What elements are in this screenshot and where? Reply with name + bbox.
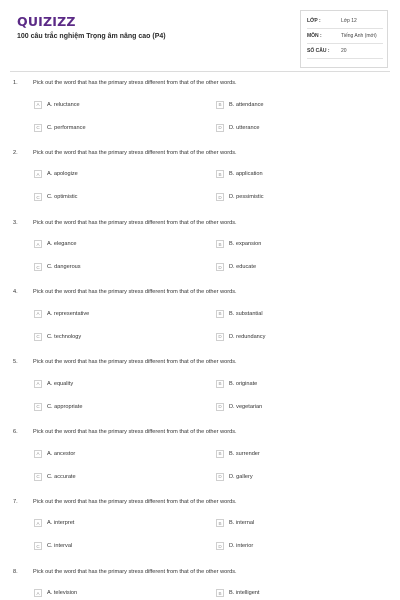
option-text: A. representative [47, 310, 90, 317]
option-letter-box[interactable]: B [216, 380, 224, 388]
question-text: Pick out the word that has the primary stress different from that of the other words. [33, 219, 237, 226]
option-text: A. apologize [47, 171, 78, 178]
answer-option[interactable] [216, 332, 265, 341]
option-text: C. performance [47, 124, 86, 131]
option-text: A. elegance [47, 241, 77, 248]
option-letter-box[interactable]: D [216, 473, 224, 481]
option-letter-box[interactable]: D [216, 333, 224, 341]
option-text: B. expansion [229, 241, 262, 248]
answer-option[interactable] [216, 193, 264, 202]
question-number: 4. [13, 289, 18, 296]
meta-divider [307, 43, 383, 44]
answer-option[interactable] [216, 309, 263, 318]
option-text: A. ancestor [47, 450, 76, 457]
option-letter-box[interactable]: B [216, 310, 224, 318]
answer-option[interactable] [34, 379, 73, 388]
question-number: 2. [13, 149, 18, 156]
question-text: Pick out the word that has the primary stress different from that of the other words. [33, 149, 237, 156]
answer-option[interactable] [34, 170, 78, 179]
answer-option[interactable] [216, 542, 253, 551]
option-letter-box[interactable]: C [34, 263, 42, 271]
option-text: C. accurate [47, 473, 76, 480]
answer-option[interactable] [34, 240, 77, 249]
option-text: D. redundancy [229, 333, 266, 340]
answer-option[interactable] [216, 449, 260, 458]
question-number: 7. [13, 498, 18, 505]
option-text: D. educate [229, 264, 257, 271]
option-letter-box[interactable]: B [216, 519, 224, 527]
question-number: 5. [13, 359, 18, 366]
quizizz-logo: QUIZIZZ [17, 14, 76, 29]
question-number: 6. [13, 429, 18, 435]
meta-divider [307, 58, 383, 59]
option-letter-box[interactable]: A [34, 519, 42, 527]
question-number: 1. [13, 80, 18, 86]
answer-option[interactable] [216, 100, 264, 109]
option-text: A. interpret [47, 520, 75, 527]
question-text: Pick out the word that has the primary stress different from that of the other words. [33, 429, 237, 435]
answer-option[interactable] [34, 123, 86, 132]
answer-option[interactable] [34, 472, 76, 481]
option-text: A. reluctance [47, 101, 80, 108]
option-text: D. interior [229, 543, 254, 550]
option-text: D. pessimistic [229, 194, 264, 201]
meta-key: LỚP : [307, 18, 321, 24]
answer-option[interactable] [34, 100, 80, 109]
option-letter-box[interactable]: A [34, 450, 42, 458]
meta-key: MÔN : [307, 33, 322, 39]
meta-value: 20 [341, 48, 347, 54]
option-text: C. appropriate [47, 403, 83, 410]
answer-option[interactable] [34, 402, 82, 411]
option-letter-box[interactable]: D [216, 193, 224, 201]
option-letter-box[interactable]: A [34, 170, 42, 178]
header-divider [10, 71, 390, 72]
answer-option[interactable] [216, 379, 257, 388]
answer-option[interactable] [216, 240, 261, 249]
option-letter-box[interactable]: B [216, 589, 224, 597]
option-text: B. attendance [229, 101, 264, 108]
option-letter-box[interactable]: C [34, 542, 42, 550]
option-letter-box[interactable]: D [216, 263, 224, 271]
option-text: C. dangerous [47, 264, 81, 271]
question-text: Pick out the word that has the primary stress different from that of the other words. [33, 289, 237, 296]
answer-option[interactable] [34, 519, 74, 528]
meta-value: Tiếng Anh (mới) [341, 33, 377, 39]
option-letter-box[interactable]: B [216, 170, 224, 178]
option-text: B. surrender [229, 450, 260, 457]
document-title: 100 câu trắc nghiệm Trọng âm nâng cao (P4) [17, 33, 166, 40]
answer-option[interactable] [34, 193, 77, 202]
meta-divider [307, 28, 383, 29]
option-letter-box[interactable]: D [216, 124, 224, 132]
option-text: D. utterance [229, 124, 260, 131]
answer-option[interactable] [34, 542, 72, 551]
question-text: Pick out the word that has the primary stress different from that of the other words. [33, 80, 237, 86]
meta-info-box [300, 10, 388, 68]
option-letter-box[interactable]: C [34, 193, 42, 201]
option-letter-box[interactable]: A [34, 380, 42, 388]
answer-option[interactable] [216, 170, 263, 179]
question-number: 3. [13, 219, 18, 226]
option-letter-box[interactable]: C [34, 333, 42, 341]
option-text: A. television [47, 590, 78, 597]
option-letter-box[interactable]: A [34, 589, 42, 597]
option-text: B. intelligent [229, 590, 260, 597]
answer-option[interactable] [216, 519, 254, 528]
answer-option[interactable] [34, 449, 75, 458]
option-letter-box[interactable]: A [34, 101, 42, 109]
question-text: Pick out the word that has the primary stress different from that of the other words. [33, 498, 237, 505]
option-letter-box[interactable]: C [34, 403, 42, 411]
option-letter-box[interactable]: B [216, 101, 224, 109]
option-letter-box[interactable]: C [34, 124, 42, 132]
answer-option[interactable] [34, 263, 81, 272]
meta-key: SỐ CÂU : [307, 48, 330, 54]
answer-option[interactable] [216, 123, 259, 132]
option-text: B. originate [229, 380, 258, 387]
option-letter-box[interactable]: A [34, 310, 42, 318]
option-letter-box[interactable]: B [216, 240, 224, 248]
answer-option[interactable] [216, 589, 259, 598]
option-text: D. gallery [229, 473, 253, 480]
option-letter-box[interactable]: B [216, 450, 224, 458]
option-letter-box[interactable]: A [34, 240, 42, 248]
answer-option[interactable] [34, 309, 89, 318]
option-text: B. internal [229, 520, 255, 527]
answer-option[interactable] [34, 332, 81, 341]
answer-option[interactable] [216, 402, 262, 411]
option-letter-box[interactable]: D [216, 542, 224, 550]
option-text: B. substantial [229, 310, 263, 317]
answer-option[interactable] [216, 263, 256, 272]
answer-option[interactable] [34, 589, 77, 598]
answer-option[interactable] [216, 472, 253, 481]
option-text: A. equality [47, 380, 74, 387]
question-text: Pick out the word that has the primary stress different from that of the other words. [33, 359, 237, 366]
option-letter-box[interactable]: D [216, 403, 224, 411]
option-text: B. application [229, 171, 263, 178]
meta-value: Lớp 12 [341, 18, 357, 24]
option-text: D. vegetarian [229, 403, 263, 410]
question-text: Pick out the word that has the primary stress different from that of the other words. [33, 568, 237, 575]
option-text: C. interval [47, 543, 73, 550]
option-letter-box[interactable]: C [34, 473, 42, 481]
option-text: C. optimistic [47, 194, 78, 201]
question-number: 8. [13, 568, 18, 575]
option-text: C. technology [47, 333, 82, 340]
